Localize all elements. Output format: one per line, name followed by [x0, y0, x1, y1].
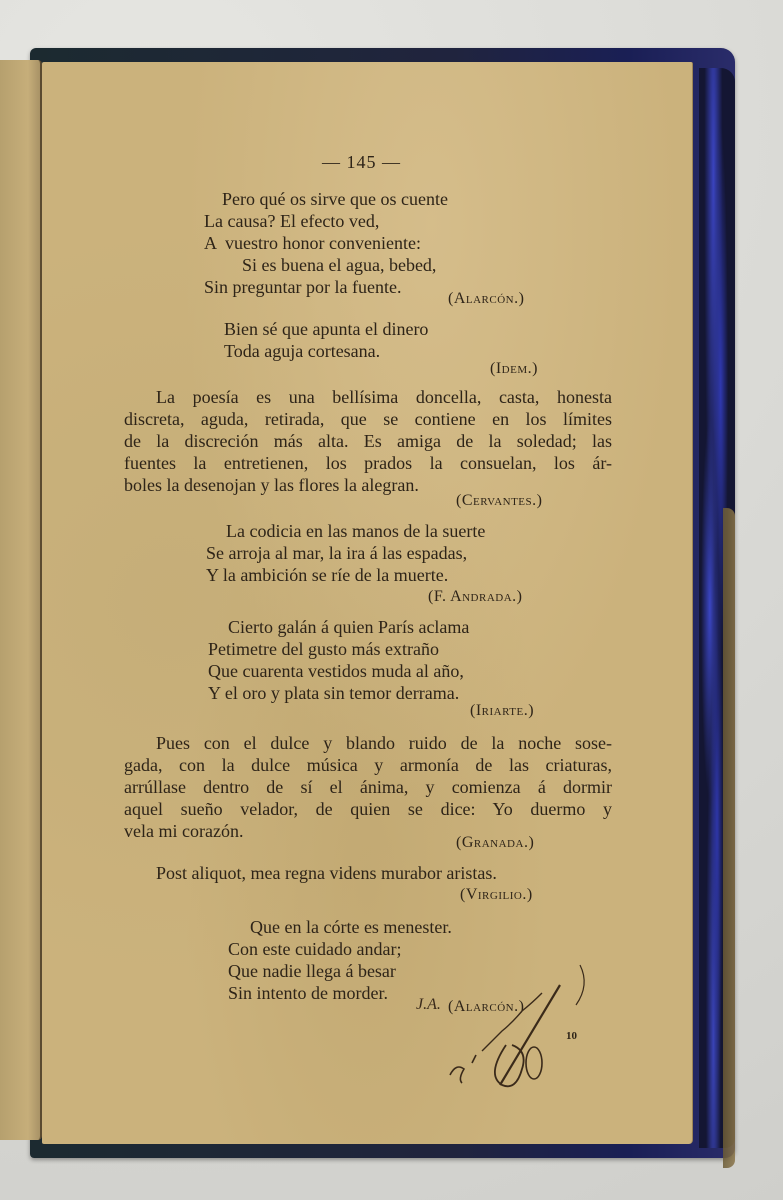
attribution: (Alarcón.) [448, 290, 525, 307]
attribution: (Idem.) [490, 360, 538, 377]
prose-passage [124, 386, 612, 496]
attribution: (Alarcón.) [448, 998, 525, 1015]
verse-line: Se arroja al mar, la ira á las espadas, [206, 543, 468, 563]
verse-line: Si es buena el agua, bebed, [242, 255, 437, 275]
handwritten-initials: J.A. [416, 996, 441, 1013]
verse-line: Post aliquot, mea regna videns murabor aristas. [156, 863, 497, 883]
verse-passage [156, 862, 497, 884]
sheet-signature-number: 10 [566, 1030, 577, 1042]
prose-line: de la discreción más alta. Es amiga de la soledad; las [124, 431, 612, 451]
verse-line: A vuestro honor conveniente: [204, 233, 421, 253]
verse-line: La codicia en las manos de la suerte [226, 521, 486, 541]
prose-line: boles la desenojan y las flores la alegran. [124, 475, 419, 495]
prose-passage [124, 732, 612, 842]
verse-passage [224, 318, 428, 362]
verse-line: Petimetre del gusto más extraño [208, 639, 439, 659]
verse-passage [204, 188, 448, 298]
verse-passage [208, 616, 469, 704]
attribution: (Granada.) [456, 834, 535, 851]
verse-line: Y el oro y plata sin temor derrama. [208, 683, 460, 703]
verse-line: Y la ambición se ríe de la muerte. [206, 565, 449, 585]
attribution: (Iriarte.) [470, 702, 535, 719]
verse-line: Toda aguja cortesana. [224, 341, 381, 361]
prose-line: vela mi corazón. [124, 821, 244, 841]
verse-line: Sin preguntar por la fuente. [204, 277, 402, 297]
attribution: (Virgilio.) [460, 886, 533, 903]
attribution: (F. Andrada.) [428, 588, 523, 605]
prose-line: fuentes la entretienen, los prados la consuelan, los ár- [124, 453, 612, 473]
verse-line: Que en la córte es menester. [250, 917, 452, 937]
prose-line: arrúllase dentro de sí el ánima, y comienza á dormir [124, 777, 612, 797]
prose-line: gada, con la dulce música y armonía de las criaturas, [124, 755, 612, 775]
verse-line: Sin intento de morder. [228, 983, 388, 1003]
verse-line: Pero qué os sirve que os cuente [222, 189, 448, 209]
worn-cover-edge [723, 508, 735, 1168]
verse-line: Con este cuidado andar; [228, 939, 402, 959]
page-number: — 145 — [322, 152, 401, 172]
verse-line: Bien sé que apunta el dinero [224, 319, 429, 339]
prose-line: discreta, aguda, retirada, que se contiene en los límites [124, 409, 612, 429]
verse-passage [206, 520, 485, 586]
prose-line: aquel sueño velador, de quien se dice: Yo duermo y [124, 799, 612, 819]
handwritten-signature [410, 955, 600, 1095]
facing-page-edge [0, 60, 42, 1140]
verse-line: Cierto galán á quien París aclama [228, 617, 470, 637]
prose-line: Pues con el dulce y blando ruido de la noche sose- [156, 733, 612, 753]
verse-line: Que cuarenta vestidos muda al año, [208, 661, 464, 681]
verse-line: Que nadie llega á besar [228, 961, 396, 981]
prose-line: La poesía es una bellísima doncella, casta, honesta [156, 387, 612, 407]
verse-line: La causa? El efecto ved, [204, 211, 380, 231]
attribution: (Cervantes.) [456, 492, 543, 509]
